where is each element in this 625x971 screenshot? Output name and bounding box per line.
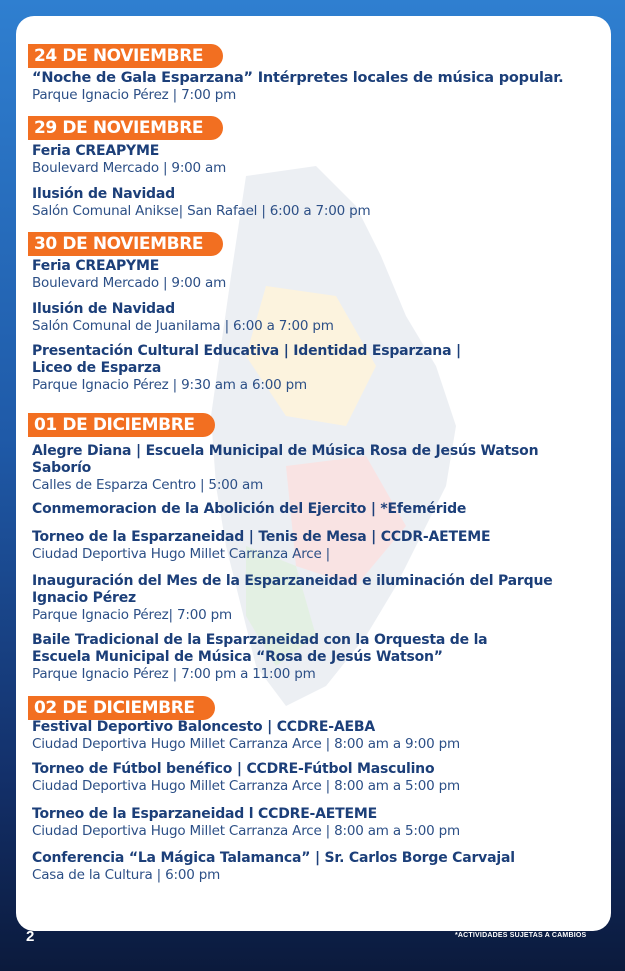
event-title-line2: Escuela Municipal de Música “Rosa de Jesús Watson” (32, 649, 443, 665)
event-torneo-futbol (32, 761, 607, 795)
event-title: Torneo de Fútbol benéfico | CCDRE-Fútbol Masculino (32, 761, 435, 777)
event-torneo-tenis-mesa (32, 529, 607, 563)
event-title: Baile Tradicional de la Esparzaneidad con la Orquesta de la (32, 632, 488, 648)
event-title: Conmemoracion de la Abolición del Ejercito | *Efeméride (32, 501, 467, 517)
event-title: Alegre Diana | Escuela Municipal de Música Rosa de Jesús Watson (32, 443, 539, 459)
event-title: Ilusión de Navidad (32, 186, 175, 202)
event-conmemoracion-abolicion (32, 501, 607, 518)
event-venue: Ciudad Deportiva Hugo Millet Carranza Arce | 8:00 am a 9:00 pm (32, 736, 460, 752)
event-venue: Casa de la Cultura | 6:00 pm (32, 867, 221, 883)
event-title: Inauguración del Mes de la Esparzaneidad e iluminación del Parque (32, 573, 553, 589)
event-title: Ilusión de Navidad (32, 301, 175, 317)
event-title-line2: Saborío (32, 460, 92, 476)
event-title: Festival Deportivo Baloncesto | CCDRE-AEBA (32, 719, 375, 735)
date-tag-01-diciembre: 01 DE DICIEMBRE (28, 413, 215, 437)
event-venue: Parque Ignacio Pérez | 7:00 pm (32, 87, 237, 103)
date-tag-29-noviembre: 29 DE NOVIEMBRE (28, 116, 223, 140)
event-title: Feria CREAPYME (32, 143, 160, 159)
event-venue: Salón Comunal de Juanilama | 6:00 a 7:00 pm (32, 318, 334, 334)
event-title: Feria CREAPYME (32, 258, 160, 274)
event-venue: Parque Ignacio Pérez | 9:30 am a 6:00 pm (32, 377, 307, 393)
event-title-line2: Ignacio Pérez (32, 590, 136, 606)
event-alegre-diana (32, 443, 607, 494)
changes-disclaimer: *ACTIVIDADES SUJETAS A CAMBIOS (455, 932, 587, 939)
event-venue: Calles de Esparza Centro | 5:00 am (32, 477, 264, 493)
event-title: Torneo de la Esparzaneidad | Tenis de Mesa | CCDR-AETEME (32, 529, 491, 545)
event-title: Presentación Cultural Educativa | Identidad Esparzana | (32, 343, 461, 359)
event-title: Conferencia “La Mágica Talamanca” | Sr. Carlos Borge Carvajal (32, 850, 515, 866)
event-title: “Noche de Gala Esparzana” Intérpretes locales de música popular. (32, 70, 564, 86)
event-baile-tradicional (32, 632, 607, 683)
event-conferencia-talamanca (32, 850, 607, 884)
event-venue: Ciudad Deportiva Hugo Millet Carranza Arce | 8:00 am a 5:00 pm (32, 823, 460, 839)
date-tag-02-diciembre: 02 DE DICIEMBRE (28, 696, 215, 720)
event-venue: Parque Ignacio Pérez| 7:00 pm (32, 607, 232, 623)
event-festival-baloncesto (32, 719, 607, 753)
event-venue: Salón Comunal Anikse| San Rafael | 6:00 a 7:00 pm (32, 203, 371, 219)
event-feria-creapyme-29 (32, 143, 607, 177)
page-number: 2 (26, 928, 35, 945)
event-ilusion-navidad-30 (32, 301, 607, 335)
event-noche-de-gala (32, 70, 607, 104)
event-ilusion-navidad-29 (32, 186, 607, 220)
event-venue: Boulevard Mercado | 9:00 am (32, 275, 227, 291)
event-feria-creapyme-30 (32, 258, 607, 292)
event-torneo-aeteme (32, 806, 607, 840)
date-tag-24-noviembre: 24 DE NOVIEMBRE (28, 44, 223, 68)
event-title: Torneo de la Esparzaneidad l CCDRE-AETEME (32, 806, 377, 822)
event-venue: Ciudad Deportiva Hugo Millet Carranza Arce | (32, 546, 331, 562)
event-inauguracion-mes (32, 573, 607, 624)
event-venue: Ciudad Deportiva Hugo Millet Carranza Arce | 8:00 am a 5:00 pm (32, 778, 460, 794)
esparza-map-watermark (206, 166, 466, 706)
event-presentacion-cultural (32, 343, 607, 394)
event-venue: Parque Ignacio Pérez | 7:00 pm a 11:00 pm (32, 666, 316, 682)
date-tag-30-noviembre: 30 DE NOVIEMBRE (28, 232, 223, 256)
event-title-line2: Liceo de Esparza (32, 360, 162, 376)
event-venue: Boulevard Mercado | 9:00 am (32, 160, 227, 176)
content-card (16, 16, 611, 931)
